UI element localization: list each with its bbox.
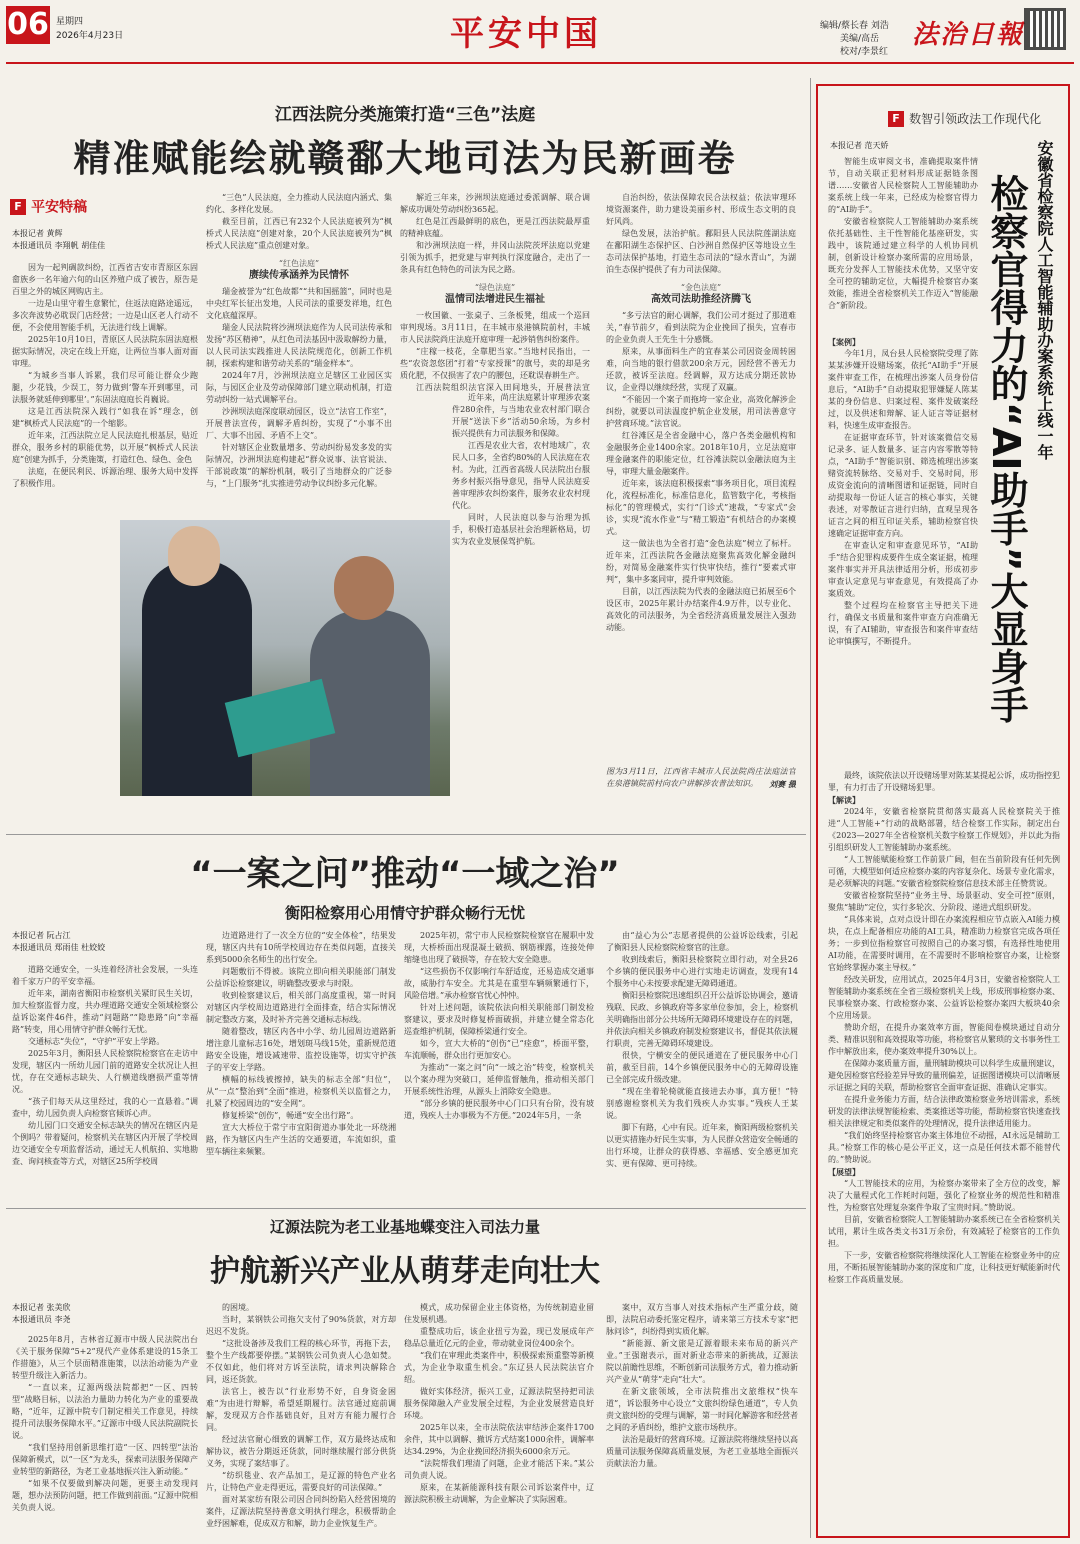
subhead: 高效司法助推经济腾飞 [651, 294, 751, 305]
photo-credit: 刘赛 摄 [769, 779, 796, 789]
paragraph: 目前，以江西法院为代表的金融法庭已拓展至6个设区市，2025年累计办结案件4.9万件，以专业化、高效化的司法服务，为全省经济高质量发展注入强劲动能。 [606, 587, 796, 632]
paragraph: 解近三年来，沙洲坝法庭通过委派调解、联合调解成功调处劳动纠纷365起。 [400, 193, 590, 214]
paragraph: 近年来，湖南省衡阳市检察机关紧盯民生关切，加大检察监督力度，共办理道路交通安全领域检察公益诉讼案件46件，推动“问题路”“隐患路”向“幸福路”转变，用心用情守护群众畅行无忧。 [12, 989, 198, 1034]
paragraph: 案中，双方当事人对技术指标产生严重分歧，随即，法院启动委托鉴定程序，请来第三方技术专家“把脉问诊”，纠纷得到实质化解。 [606, 1303, 798, 1336]
paragraph: “不能因一个案子而拖垮一家企业，高效化解涉企纠纷，就要以司法温度护航企业发展，用司法善意守护营商环境。”法官说。 [606, 395, 796, 428]
paragraph: 如今，宣大大桥的“创伤”已“痊愈”，桥面平整，车流顺畅，群众出行更加安心。 [404, 1039, 594, 1060]
paragraph: 在证据审查环节，针对该案微信交易记录多、证人数量多、证言内容零散等特点，“AI助手”智能识别、筛选梳理出涉案赌资流转脉络、交易对手、交易时间，形成资金流向的清晰图谱和证据链，同时自动提取每一份证人证言的核心事实，关键表述，对零散证言进行归纳，直观呈现各证言之间的相互印证关系，辅助检察官快速确定证据审查方向。 [828, 433, 978, 538]
paragraph: 由“益心为公”志愿者提供的公益诉讼线索，引起了衡阳县人民检察院检察官的注意。 [606, 931, 798, 952]
sidebar-headline-kicker: 安徽省检察院人工智能辅助办案系统上线一年 [1035, 140, 1054, 460]
paragraph: 脚下有路，心中有民。近年来，衡阳两级检察机关以更实措施办好民生实事，为人民群众营造安全畅通的出行环境，让群众的获得感、幸福感、安全感更加充实、更有保障、更可持续。 [606, 1123, 798, 1168]
photo-head-judge [168, 526, 220, 586]
article1-col4 [606, 192, 796, 758]
paragraph: 下一步，安徽省检察院将继续深化人工智能在检察业务中的应用，不断拓展智能辅助办案的深度和广度，让科技更好赋能新时代检察工作高质量发展。 [828, 1251, 1060, 1284]
paragraph: 绿色发展，法治护航。鄱阳县人民法院莲湖法庭在鄱阳湖生态保护区、白沙洲自然保护区等地设立生态司法保护基地，打造生态司法的“绿水青山”，为湖泊生态保护提供了有力司法保障。 [606, 229, 796, 274]
paragraph: 整个过程均在检察官主导把关下进行，确保文书质量和案件审查方向准确无误，有了AI辅助，审查报告和案件审查结论审慎撰写，不断提升。 [828, 601, 978, 646]
article2-col4 [606, 930, 798, 1204]
sidebar [816, 84, 1070, 1538]
article3-col3 [404, 1302, 594, 1540]
issue-date: 2026年4月23日 [56, 31, 124, 41]
paragraph: 随着整改，辖区内各中小学、幼儿园周边道路新增注意儿童标志16处，增划斑马线15处，重新规范道路安全设施，增设减速带、监控设施等，切实守护孩子的平安上学路。 [206, 1027, 396, 1072]
tag-logo-icon: F [888, 111, 904, 127]
paragraph: “孩子们每天从这里经过，我的心一直悬着。”调查中，幼儿园负责人向检察官倾诉心声。 [12, 1097, 198, 1118]
paragraph: 因为一起判碉款纠纷，江西省吉安市青原区东固畲族乡一名年逾六旬的山区养殖户成了被告，原告是百里之外的城区网购店主。 [12, 263, 198, 296]
paragraph: 同时，人民法庭以参与治理为抓手，积极打造基层社会治理新格局，切实为农业发展保驾护航。 [452, 513, 590, 546]
paragraph: 幼儿园门口交通安全标志缺失的情况在辖区内是个例吗？带着疑问，检察机关在辖区内开展了学校周边交通安全专项监督活动，通过无人机航拍、实地勘查、询问核查等方式，对辖区25所学校周 [12, 1121, 198, 1166]
divider [6, 834, 806, 835]
paragraph: “人工智能技术的应用，为检察办案带来了全方位的改变，解决了大量程式化工作耗时问题，强化了检察业务的规范性和精准性，为检察官处理复杂案件争取了宝贵时间。”赞助说。 [828, 1179, 1060, 1212]
article2-credits [12, 930, 202, 954]
paragraph: 法官上，被告以“行业形势不好，自身资金困难”为由进行辩解，希望延期履行。法官通过庭前调解，发现双方合作基础良好，且对方有能力履行合同。 [206, 1387, 396, 1432]
paragraph: 瑞金人民法院将沙洲坝法庭作为人民司法传承和发扬“苏区精神”，从红色司法基因中汲取解纷力量，以人民司法实践推进人民法院规范化，创新工作机制，探索构建和谐劳动关系的“瑞金样本”。 [206, 323, 392, 368]
article1 [0, 80, 810, 840]
paragraph: 经改关研发，应用试点，2025年4月3日，安徽省检察院人工智能辅助办案系统在全省三级检察机关上线，形成刑事检察办案、民事检察办案、行政检察办案、公益诉讼检察办案四大板块40余个应用场景。 [828, 975, 1060, 1020]
article1-photo [120, 520, 450, 796]
sidebar-headline-main: 检察官得力的“AI助手”大显身手 [984, 174, 1028, 724]
analysis-label: 【解读】 [828, 795, 860, 805]
article1-headline: 精准赋能绘就赣鄱大地司法为民新画卷 [73, 137, 737, 180]
credit-reporter: 本报记者 黄辉 [12, 229, 63, 238]
article3 [0, 1210, 810, 1544]
article3-credits [12, 1302, 202, 1326]
paragraph: 宣大大桥位于常宁市宜阳街道办事处北一环绕湘路，作为辖区内生产生活的交通要道，车流如织，重型车辆往来频繁。 [206, 1123, 396, 1156]
paragraph: “新能源、新文旅是辽源着眼未来布局的新兴产业。”王强谢表示，面对新业态带来的新挑战，辽源法院以前瞻性思维，不断创新司法服务方式，着力推动新兴产业从“萌芽”走向“壮大”。 [606, 1339, 798, 1384]
sidebar-credit: 本报记者 范天娇 [830, 141, 889, 150]
column-tag-label: 平安特稿 [31, 199, 88, 216]
page-header [0, 0, 1080, 72]
masthead-logo: 法治日報 [912, 20, 1025, 50]
paragraph: 今年1月，凤台县人民检察院受理了陈某某涉嫌开设赌场案，依托“AI助手”开展案件审查工作，在梳理出涉案人员身份信息后，“AI助手”自动提取犯罪嫌疑人陈某某的身份信息、归案过程、案件发破案经过，以及供述和辩解、证人证言等证据材料，快速生成审查报告。 [828, 349, 978, 430]
paragraph: 2024年，安徽省检察院贯彻落实最高人民检察院关于推进“人工智能+”行动的战略部署，结合检察工作实际，制定出台《2023—2027年全省检察机关数字检察工作规划》，并以此为指引组织研发人工智能辅助办案系统。 [828, 807, 1060, 852]
article1-col3 [400, 192, 590, 392]
paragraph: 很快，宁横安全的便民通道在了便民服务中心门前，截至目前，14个乡镇便民服务中心的无障碍设施已全部完成升级改建。 [606, 1051, 798, 1084]
paragraph: 收到检察建议后，相关部门高度重视，第一时间对辖区内学校周边道路进行全面排查，结合实际情况制定整改方案，及时补齐完善交通标志标线。 [206, 991, 396, 1024]
photo-caption [606, 766, 796, 790]
paragraph: 安徽省检察院坚持“业务主导、场景驱动、安全可控”原则，聚焦“辅助”定位，实行多轮次、分阶段、递进式组织研发。 [828, 891, 1060, 912]
case-label: 【案例】 [828, 337, 860, 347]
article1-col3-lower [452, 392, 590, 772]
paragraph: 赞助介绍，在提升办案效率方面，智能阅卷模块通过自动分类、精准识别和高效提取等功能，将检察官从繁琐的文书事务性工作中解放出来，使办案效率提升30%以上。 [828, 1023, 1060, 1056]
qr-code-icon [1024, 8, 1066, 50]
paragraph: 问题敷衍不得被。该院立即向相关职能部门制发公益诉讼检察建议，明确整改要求与时限。 [206, 967, 396, 988]
article1-kicker: 江西法院分类施策打造“三色”法庭 [274, 105, 536, 125]
paragraph: 在审查认定和审查意见环节，“AI助手”结合犯罪构成要件生成全案证据，梳理案件事实并开具法律适用分析，形成初步审查认定意见与审查意见，有效提高了办案质效。 [828, 541, 978, 598]
paragraph: 收到线索后，衡阳县检察院立即行动，对全县26个乡镇的便民服务中心进行实地走访调查，发现有14个服务中心未按要求配建无障碍通道。 [606, 955, 798, 988]
paragraph: 在保障办案质量方面，量刑辅助模块可以科学生成量刑建议，避免因检察官经验差异导致的量刑偏差，证据图谱模块可以清晰展示证据之间的关联，帮助检察官全面审查证据、准确认定事实。 [828, 1059, 1060, 1092]
credit-reporter: 本报记者 张美欣 [12, 1303, 71, 1312]
paragraph: 面对某家纺有限公司因合同纠纷陷入经营困境的案件，辽源法院坚持善意文明执行理念，积极帮助企业纾困解难，促成双方和解，助力企业恢复生产。 [206, 1495, 396, 1528]
photo-figure-judge [142, 560, 252, 796]
paragraph: “人工智能赋能检察工作前景广阔，但在当前阶段有任何先例可循，大模型如何适应检察办案的内容复杂化、场景专业化需求，是必须解决的问题。”安徽省检察院检察信息技术部主任赞赏说。 [828, 855, 1060, 888]
paragraph: 2025年以来，全市法院依法审结涉企案件1700余件，其中以调解、撤诉方式结案1000余件，调解率达34.29%，为企业挽回经济损失6000余万元。 [404, 1423, 594, 1456]
editors-line1: 编辑/蔡长春 刘浩 [820, 21, 889, 31]
paragraph: 智能生成审阅文书，准确提取案件情节，自动关联正犯材料形成证据链条图谱……安徽省人民检察院人工智能辅助办案系统上线一年来，已经成为检察官得力的“AI助手”。 [828, 157, 978, 214]
paragraph: 截至目前，江西已有232个人民法庭被列为“枫桥式人民法庭”创建对象，20个人民法庭被列为“枫桥式人民法庭”重点创建对象。 [206, 217, 392, 250]
editors-line3: 校对/李景红 [840, 47, 889, 57]
weekday: 星期四 [56, 17, 84, 27]
paragraph: 江西是农业大省，农村地域广，农民人口多，全省约80%的人民法庭在农村。为此，江西省高级人民法院出台服务乡村振兴指导意见，指导人民法庭妥善审理涉农纠纷案件，服务农业农村现代化。 [452, 441, 590, 510]
paragraph: “我们始终坚持检察官办案主体地位不动摇，AI永远是辅助工具。”检察工作的核心是公平正义，这一点是任何技术都不能替代的。”赞助说。 [828, 1131, 1060, 1164]
paragraph: 2025年初，常宁市人民检察院检察官在履职中发现，大桥桥面出现混凝土破损、钢筋裸露，连接处伸缩缝也出现了破损等，存在较大安全隐患。 [404, 931, 594, 964]
paragraph: 和沙洲坝法庭一样，井冈山法院茨坪法庭以党建引领为抓手，把党建与审判执行深度融合，走出了一条具有红色特色的司法为民之路。 [400, 241, 590, 274]
paragraph: 安徽省检察院人工智能辅助办案系统依托基础性、主干性智能化基座研发，实践中，该院通过建立科学的人机协同机制，创新设计检察办案所需的应用场景，既充分发挥人工智能技术优势，又坚守安全可控的辅助定位，大幅提升检察官办案效能，推进全省检察机关工作迈入“智能融合”新阶段。 [828, 217, 978, 310]
paragraph: 沙洲坝法庭深度联动园区，设立“法官工作室”，开展普法宣传，调解矛盾纠纷，实现了“小事不出厂、大事不出园、矛盾不上交”。 [206, 407, 392, 440]
section-title: 平安中国 [450, 14, 602, 54]
paragraph: “具体来说，点对点设计即在办案流程相应节点嵌入AI能力模块，在点上配备相应功能的AI工具，精准助力检察官完成各项任务；一步到位指检察官可按照自己的办案习惯，有选择性地使用AI功能，在需要时调用，在不需要时不影响检察官办案，让检察官始终掌握办案主导权。” [828, 915, 1060, 972]
paragraph: 针对上述问题，该院依法向相关职能部门制发检察建议，要求及时修复桥面破损，并建立健全常态化巡查维护机制，保障桥梁通行安全。 [404, 1003, 594, 1036]
credit-correspondents: 本报通讯员 李翔帆 胡佳佳 [12, 241, 106, 250]
sidebar-tag-label: 数智引领政法工作现代化 [909, 112, 1042, 126]
article3-col4 [606, 1302, 798, 1540]
sidebar-intro [828, 156, 978, 334]
paragraph: “我们坚持用创新思维打造“一区、四转型”法治保障新模式，以“一区”为龙头，探索司法服务保障产业转型的新路径，为老工业基地振兴注入新动能。” [12, 1443, 198, 1476]
subhead-quote: “绿色法庭” [474, 283, 516, 292]
paragraph: 边道路进行了一次全方位的“安全体检”，结果发现，辖区内共有10所学校周边存在类似问题，直接关系到5000余名师生的出行安全。 [206, 931, 396, 964]
paragraph: 一边是山里守着生意繁忙，住返法庭路途遥远，多次奔波势必耽误门店经营；一边是山区老人行动不便，不会使用智能手机，无法进行线上调解。 [12, 299, 198, 332]
sidebar-case [828, 336, 978, 766]
paragraph: “三色”人民法庭，全力推动人民法庭内涵式、集约化、多样化发展。 [206, 193, 392, 214]
credit-correspondents: 本报通讯员 李尧 [12, 1315, 71, 1324]
paragraph: 经过法官耐心细致的调解工作，双方最终达成和解协议，被告分期返还货款，同时继续履行部分供货义务，实现了案结事了。 [206, 1435, 396, 1468]
paragraph: “为城乡当事人诉累，我们尽可能让群众少跑腿，少花钱，少误工，努力做到‘警车开到哪里，司法服务就延伸到哪里’。”东固法庭庭长肖巍说。 [12, 371, 198, 404]
divider [6, 1208, 806, 1209]
credit-correspondents: 本报通讯员 郑雨佳 杜姣姣 [12, 943, 106, 952]
paragraph: 红谷滩区是全省金融中心，落户各类金融机构和金融服务企业1400余家。2018年10月，立足法庭审理金融案件的职能定位，红谷滩法院以金融法庭为主导，审理大量金融案件。 [606, 431, 796, 476]
paragraph: 原来，从事面料生产的宜春某公司因资金周转困难，向当地的银行借款200余万元，因经营不善无力还款，被诉至法庭。经调解，双方达成分期还款协议，企业得以继续经营，实现了双赢。 [606, 347, 796, 392]
paragraph: 一枚国徽、一张桌子、三条板凳，组成一个巡回审判现场。3月11日，在丰城市泉港镇院前村，丰城市人民法院尚庄法庭开庭审理一起涉销售纠纷案件。 [400, 311, 590, 344]
paragraph: “一直以来，辽源两级法院都把“一区、四转型”战略目标，以法治力量助力转化为产业的重要战略，“近年，辽源中院专门制定相关工作意见，持续提升司法服务保障水平。”辽源市中级人民法院副院长说。 [12, 1383, 198, 1440]
sidebar-tag [888, 108, 1041, 127]
article3-col1 [12, 1334, 198, 1540]
paragraph: 近年来，尚庄法庭累计审理涉农案件280余件，与当地农业农村部门联合开展“送法下乡”活动50余场，为乡村振兴提供有力司法服务和保障。 [452, 393, 590, 438]
paragraph: 2025年10月10日，青原区人民法院东固法庭根据实际情况，决定在线上开庭，让两位当事人面对面审理。 [12, 335, 198, 368]
credit-reporter: 本报记者 阮占江 [12, 931, 71, 940]
paragraph: 为推动“一案之问”向“一域之治”转变，检察机关以个案办理为突破口，延伸监督触角，推动相关部门开展系统性治理，从源头上消除安全隐患。 [404, 1063, 594, 1096]
paragraph: 红色是江西最鲜明的底色，更是江西法院最厚重的精神底蕴。 [400, 217, 590, 238]
paragraph: 瑞金被誉为“红色故都”“共和国摇篮”，同时也是中央红军长征出发地，人民司法的重要发祥地，红色文化底蕴深厚。 [206, 287, 392, 320]
article3-headline: 护航新兴产业从萌芽走向壮大 [210, 1254, 600, 1289]
subhead: 温情司法增进民生福祉 [445, 294, 545, 305]
paragraph: “多亏法官的耐心调解，我们公司才挺过了那道难关，”春节前夕，看到法院为企业挽回了损失，宜春市的企业负责人王先生十分感慨。 [606, 311, 796, 344]
paragraph: “纺织毯业、农产品加工，是辽源的特色产业名片，让特色产业走得更远，需要良好的司法保障。” [206, 1471, 396, 1492]
paragraph: 在新文旅领域，全市法院推出文旅维权“快车道”，诉讼服务中心设立“文旅纠纷绿色通道”，专人负责文旅纠纷的受理与调解，第一时间化解游客和经营者之间的矛盾纠纷，维护文旅市场秩序。 [606, 1387, 798, 1432]
paragraph: 模式，成功保留企业主体资格，为传统制造业留住发展机遇。 [404, 1303, 594, 1324]
article2-col1 [12, 964, 198, 1204]
paragraph: 近年来，江西法院立足人民法庭扎根基层，贴近群众，服务乡村的职能优势，以开展“枫桥式人民法庭”创建为抓手，分类施策，打造红色、绿色、金色 [12, 431, 198, 464]
paragraph: 江西法院组织法官深入田间地头，开展普法宣 [416, 383, 590, 392]
article2-subheadline: 衡阳检察用心用情守护群众畅行无忧 [284, 904, 525, 922]
paragraph: 重整成功后，该企业扭亏为盈，现已发展成年产稳品总量近亿元的企业，带动就业岗位400余个。 [404, 1327, 594, 1348]
column-tag [10, 196, 87, 217]
paragraph: 的困境。 [222, 1303, 254, 1312]
article2-col2 [206, 930, 396, 1204]
article2-col3 [404, 930, 594, 1204]
subhead-quote: “红色法庭” [278, 259, 320, 268]
caption-text: 图为3月11日，江西省丰城市人民法院尚庄法庭法官在泉港镇院前村向农户讲解涉农普法知识。 [606, 767, 796, 788]
paragraph: “如果不仅要做到解决问题，更要主动发现问题，想办法预防问题，把工作做到前面。”辽源中院相关负责人说。 [12, 1479, 198, 1512]
paragraph: 法庭，在便民利民、诉源治理、服务大局中发挥了积极作用。 [12, 467, 198, 488]
paragraph: 修复桥梁“创伤”，畅通“安全出行路”。 [222, 1111, 359, 1120]
photo-head-farmer [334, 556, 394, 620]
paragraph: “庄稼一枝花，全靠肥当家。”当地村民指出，一些“农资忽悠团”打着“专家授课”的旗号，卖的却是劣质化肥，不仅损害了农户的腰包，还耽误春耕生产。 [400, 347, 590, 380]
paragraph: 这一做法也为全省打造“金色法庭”树立了标杆。近年来，江西法院各金融法庭聚焦高效化解金融纠纷，对简易金融案件实行快审快结，推行“要素式审判”，集中多案同审，提升审判效能。 [606, 539, 796, 584]
paragraph: 衡阳县检察院迅速组织召开公益诉讼协调会，邀请残联、民政、乡镇政府等多家单位参加，会上，检察机关明确指出部分公共场所无障碍环境建设存在的问题，并依法向相关乡镇政府制发检察建议书，督促其依法履行职责，完善无障碍环境建设。 [606, 991, 798, 1048]
article2-headline: “一案之问”推动“一域之治” [190, 854, 620, 894]
paragraph: 做好实体经济，振兴工业，辽源法院坚持把司法服务保障融入产业发展全过程，为企业发展营造良好环境。 [404, 1387, 594, 1420]
paragraph: “这些损伤不仅影响行车舒适度，还易造成交通事故，威胁行车安全。尤其是在重型车辆频繁通行下，风险倍增。”承办检察官忧心忡忡。 [404, 967, 594, 1000]
paragraph: 法治是最好的营商环境。辽源法院将继续坚持以高质量司法服务保障高质量发展，为老工业基地全面振兴贡献法治力量。 [606, 1435, 798, 1468]
paragraph: 当时，某钢铁公司拖欠支付了90%货款，对方却迟迟不发货。 [206, 1315, 396, 1336]
page-number: 06 [7, 7, 49, 42]
paragraph: 横幅的标线被擦掉，缺失的标志全部“归位”，从“一点”整治到“全面”推进，检察机关以监督之力，扎紧了校园周边的“安全网”。 [206, 1075, 396, 1108]
paragraph: 针对辖区企业数量增多、劳动纠纷易发多发的实际情况，沙洲坝法庭构建起“群众说事、法官说法、干部说政策”的解纷机制，吸引了当地群众的广泛参与，“上门服务”扎实推进劳动争议纠纷多元化解。 [206, 443, 392, 488]
paragraph: 最终，该院依法以开设赌场罪对陈某某提起公诉，成功指控犯罪，有力打击了开设赌场犯罪。 [828, 771, 1060, 792]
header-rule [6, 62, 1074, 64]
paragraph: 2024年7月，沙洲坝法庭立足辖区工业园区实际，与园区企业及劳动保障部门建立联动机制，打造劳动纠纷一站式调解平台。 [206, 371, 392, 404]
paragraph: “我们在审理此类案件中，积极探索预重整等新模式，为企业争取重生机会。”东辽县人民法院法官介绍。 [404, 1351, 594, 1384]
subhead: 赓续传承涵养为民情怀 [249, 270, 349, 281]
paragraph: 在提升业务能力方面，结合法律政策检察业务培训需求，系统研发的法律法规智能检索、类案推送等功能，帮助检察官快速查找相关法律规定和类似案件的处理情况，提升法律适用能力。 [828, 1095, 1060, 1128]
paragraph: “这批设备涉及我们工程的核心环节，再拖下去，整个生产线都要停摆。”某钢铁公司负责人心急如焚。不仅如此，他们将对方诉至法院，请求判决解除合同，返还货款。 [206, 1339, 396, 1384]
article3-kicker: 辽源法院为老工业基地蝶变注入司法力量 [269, 1218, 540, 1236]
paragraph: 目前，安徽省检察院人工智能辅助办案系统已在全省检察机关试用，累计生成各类文书31万余份，有效减轻了检察官的工作负担。 [828, 1215, 1060, 1248]
article1-credits [12, 228, 202, 252]
paragraph: 近年来，该法庭积极探索“事务项目化，项目流程化，流程标准化，标准信息化，监管数字化，考核指标化”的管理模式，实行“门诊式”速裁，“专家式”会诊，实现“流水作业”与“精工锻造”有机结合的办案模式。 [606, 479, 796, 536]
paragraph: 道路交通安全，一头连着经济社会发展，一头连着千家万户的平安幸福。 [12, 965, 198, 986]
column-rule [810, 78, 811, 1538]
paragraph: 交通标志“失位”，“守护”平安上学路。 [28, 1037, 165, 1046]
paragraph: 原来，在某新能源科技有限公司诉讼案件中，辽源法院积极主动调解，为企业解决了实际困难。 [404, 1483, 594, 1504]
outlook-label: 【展望】 [828, 1167, 860, 1177]
paragraph: “法院帮我们理清了问题，企业才能活下来。”某公司负责人说。 [404, 1459, 594, 1480]
tag-logo-icon: F [10, 199, 26, 215]
subhead-quote: “金色法庭” [680, 283, 722, 292]
paragraph: 这是江西法院深入践行“如我在诉”理念，创建“枫桥式人民法庭”的一个缩影。 [12, 407, 198, 428]
sidebar-body [828, 770, 1060, 1534]
article2 [0, 836, 810, 1208]
editors-line2: 美编/高岳 [840, 34, 880, 44]
paragraph: 2025年8月，吉林省辽源市中级人民法院出台《关于服务保障“5+2”现代产业体系建设的15条工作措施》，从三个层面精准施策，以法治动能为产业转型升级注入新活力。 [12, 1335, 198, 1380]
paragraph: “现在坐着轮椅就能直接进去办事，真方便！”特别感谢检察机关为我们残疾人办实事。”残疾人王某说。 [606, 1087, 798, 1120]
paragraph: “部分乡镇的便民服务中心门口只有台阶，没有坡道，残疾人士办事极为不方便。”2024年5月，一条 [404, 1099, 594, 1120]
paragraph: 2025年3月，衡阳县人民检察院检察官在走访中发现，辖区内一所幼儿园门前的道路安全状况让人担忧，存在交通标志缺失、人行横道线磨损严重等情况。 [12, 1049, 198, 1094]
article3-col2 [206, 1302, 396, 1540]
paragraph: 自治纠纷，依法保障农民合法权益；依法审理环境资源案件，助力建设美丽乡村、形成生态文明的良好风尚。 [606, 193, 796, 226]
